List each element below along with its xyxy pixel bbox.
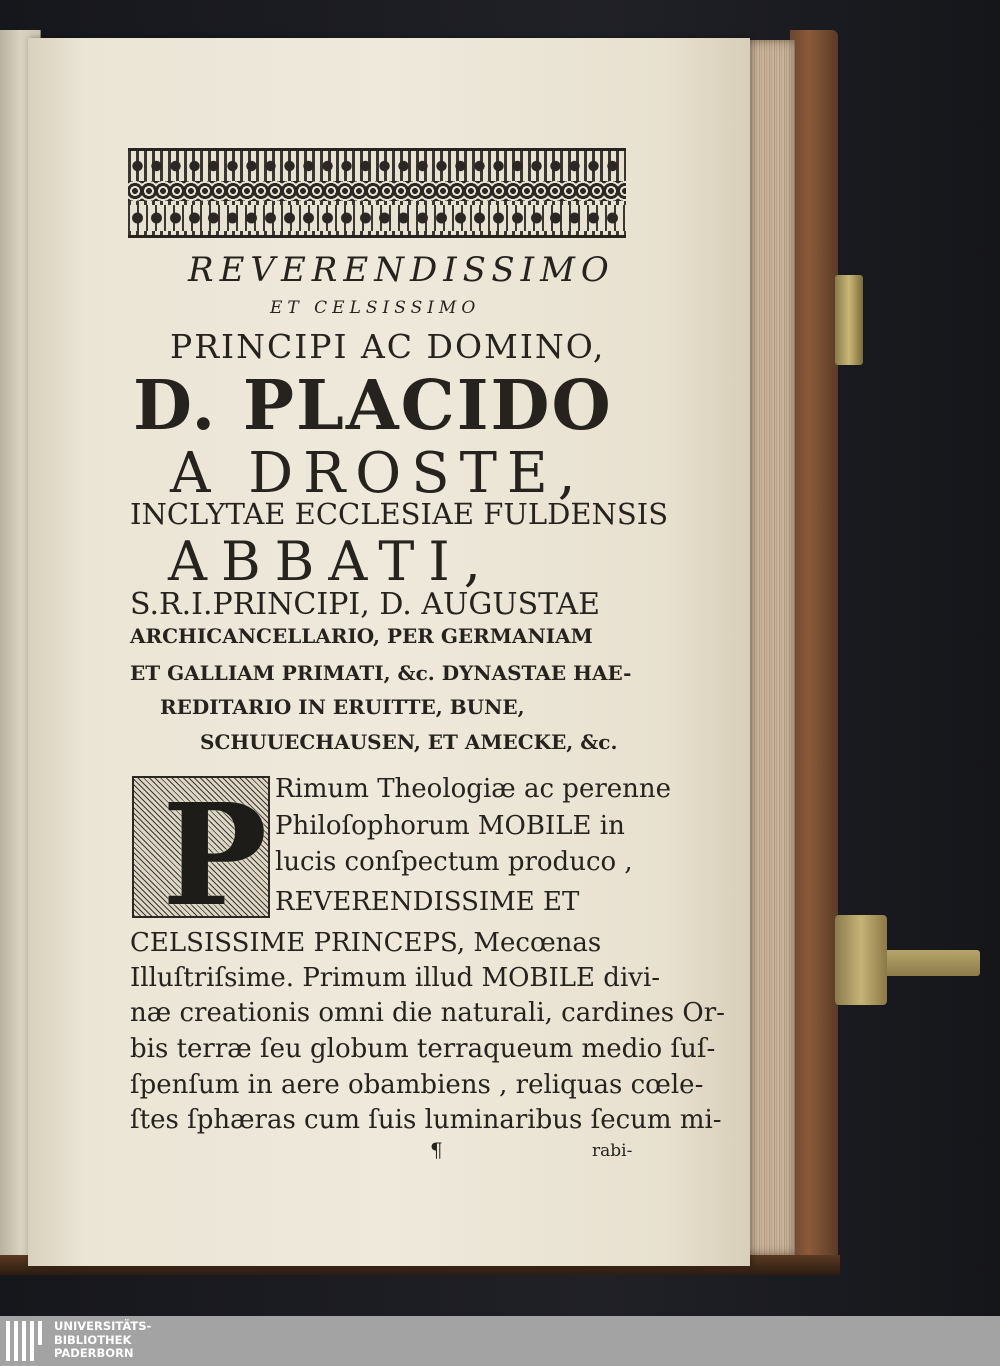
body-line: Rimum Theologiæ ac perenne <box>275 774 672 804</box>
library-name-line-1: UNIVERSITÄTS- <box>54 1319 152 1333</box>
body-line: bis terræ ſeu globum terraqueum medio ſuſ- <box>130 1034 716 1064</box>
decorated-initial <box>132 776 270 918</box>
clasp-bar <box>880 950 980 976</box>
dedication-title-abbati: ABBATI, <box>168 530 495 593</box>
body-line: Philoſophorum MOBILE in <box>275 811 625 841</box>
dedication-line-8: S.R.I.PRINCIPI, D. AUGUSTAE <box>130 587 601 622</box>
ornamental-headpiece <box>128 148 626 238</box>
headpiece-middle-band <box>128 181 626 201</box>
clasp-plate <box>835 915 887 1005</box>
clasp-fragment <box>835 275 863 365</box>
body-line: ſtes ſphæras cum ſuis luminaribus ſecum mi- <box>130 1105 722 1135</box>
dedication-line-9: ARCHICANCELLARIO, PER GERMANIAM <box>130 624 593 648</box>
dedicatee-surname: A DROSTE, <box>170 441 586 506</box>
library-name-line-3: PADERBORN <box>54 1346 134 1360</box>
dedication-line-1: REVERENDISSIMO <box>188 250 615 290</box>
dedication-line-6: INCLYTAE ECCLESIAE FULDENSIS <box>130 497 669 531</box>
body-line: næ creationis omni die naturali, cardines Or- <box>130 998 725 1028</box>
library-footer <box>0 1316 1000 1366</box>
body-line: CELSISSIME PRINCEPS, Mecœnas <box>130 928 602 958</box>
headpiece-lower-band <box>128 205 626 231</box>
body-line: lucis conſpectum produco , <box>275 847 633 877</box>
library-name <box>54 1320 151 1361</box>
dedication-line-12: SCHUUECHAUSEN, ET AMECKE, &c. <box>200 730 618 754</box>
body-line: REVERENDISSIME ET <box>275 887 580 917</box>
body-line: Illuſtriſsime. Primum illud MOBILE divi- <box>130 963 661 993</box>
dedication-line-11: REDITARIO IN ERUITTE, BUNE, <box>160 695 525 719</box>
dedicatee-name: D. PLACIDO <box>133 366 613 446</box>
library-name-line-2: BIBLIOTHEK <box>54 1332 132 1347</box>
book-cover-board <box>790 30 838 1260</box>
brass-clasp <box>835 915 985 1005</box>
dedication-line-2: ET CELSISSIMO <box>270 298 481 318</box>
dedication-line-10: ET GALLIAM PRIMATI, &c. DYNASTAE HAE- <box>130 661 632 685</box>
initial-letter: P <box>162 776 268 918</box>
dedication-line-3: PRINCIPI AC DOMINO, <box>170 327 606 366</box>
library-logo-icon <box>6 1321 46 1363</box>
body-line: ſpenſum in aere obambiens , reliquas cœle- <box>130 1070 704 1100</box>
catchword: rabi- <box>592 1141 633 1161</box>
signature-mark: ¶ <box>430 1138 443 1162</box>
